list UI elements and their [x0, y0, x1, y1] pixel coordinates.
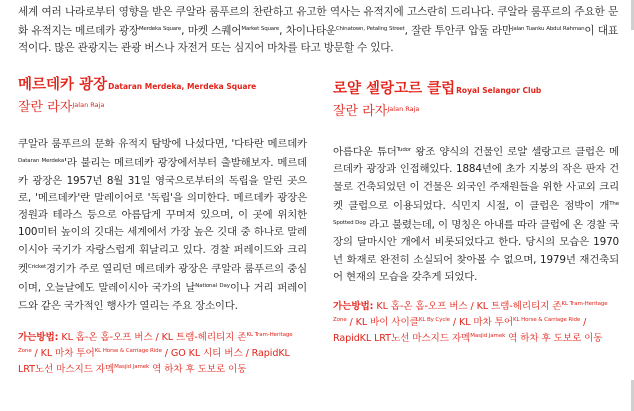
merdeka-square-section [18, 76, 307, 376]
intro-paragraph: 세계 여러 나라로부터 영향을 받은 쿠알라 룸푸르의 찬란하고 유고한 역사는 유적지에 고스란히 드리나다. 쿠알라 룸푸르의 주요한 문화 유적지는 메르데카 광장$^{Merdeka Square}$, 마켓 스퀘어$^{Market Square}$, 차이나타운$^{Chinatown, Petaling Street}$, 잘란 투안쿠 압둘 라만$^{Jalan Tuanku Abdul Rahman}$이 대표적이다. 많은 관광지는 관광 버스나 자전거 또는 심지어 마차를 타고 방문할 수 있다. [18, 6, 618, 54]
selangor-directions: 가는방법: KL 홉-온 홉-오프 버스 / KL 트램-헤리티지 존$^{KL Tram-Heritage Zone}$ / KL 바이 사이클$^{KL By Cycle}$ / KL 마차 투어$^{KL Horse \& Carriage Ride}$ / RapidKL LRT노선 마스지드 자멕$^{Masjid Jamek}$ 역 하차 후 도보로 이동 [333, 301, 608, 344]
royal-selangor-club-section [333, 80, 619, 346]
selangor-description: 아름다운 튜더$^{Tudor}$ 왕조 양식의 건물인 로얄 셀랑고르 클럽은 메르데카 광장과 인접해있다. 1884년에 초가 지붕의 작은 판자 건물로 건축되었던 이 건물은 외국인 주재원들을 위한 사교외 크리켓 클럽으로 이용되었다. 식민지 시절, 이 클럽은 점박이 개$^{The Spotted Dog}$ 라고 불렸는데, 이 명칭은 아내를 따라 클럽에 온 경찰 국장의 달마시안 개에서 비롯되었다고 한다. 당시의 모습은 1970년 화재로 완전히 소실되어 찾아볼 수 없으며, 1979년 재건축되어 현재의 모습을 갖추게 되었다. [333, 146, 619, 284]
merdeka-directions: 가는방법: KL 홉-온 홉-오프 버스 / KL 트램-헤리티지 존$^{KL Tram-Heritage Zone}$ / KL 마차 투어$^{KL Horse \& Carriage Ride}$ / GO KL 시티 버스 / RapidKL LRT노선 마스지드 자멕$^{Masjid Jamek}$ 역 하차 후 도보로 이동 [18, 331, 293, 375]
merdeka-address: 잘란 라자$^{Jalan Raja}$ [18, 100, 105, 115]
selangor-address: 잘란 라자$^{Jalan Raja}$ [333, 104, 420, 119]
merdeka-description: 쿠알라 룸푸르의 문화 유적지 탐방에 나섰다면, '다타란 메르데카$^{Dataran Merdeka}$'라 불리는 메르데카 광장에서부터 출발해보자. 메르데카 광장은 1957년 8월 31일 영국으로부터의 독립을 알린 곳으로, '메르데카'란 말레이어로 '독립'을 의미한다. 메르데카 광장은 정원과 테라스 등으로 아름답게 꾸며져 있으며, 이 곳에 위치한 100미터 높이의 깃대는 세계에서 가장 높은 깃대 중 하나로 말레이시아 국기가 자랑스럽게 휘날리고 있다. 경찰 퍼레이드와 크리켓$^{Cricket}$경기가 주로 열리던 메르데카 광장은 쿠알라 룸푸르의 중심이며, 오늘날에도 말레이시아 국가의 날$^{National Day}$이나 거리 퍼레이드와 같은 국가적인 행사가 열리는 주요 장소이다. [18, 138, 307, 312]
selangor-heading: 로얄 셀랑고르 클럽Royal Selangor Club [333, 81, 542, 97]
merdeka-heading: 메르데카 광장Dataran Merdeka, Merdeka Square [18, 77, 257, 93]
